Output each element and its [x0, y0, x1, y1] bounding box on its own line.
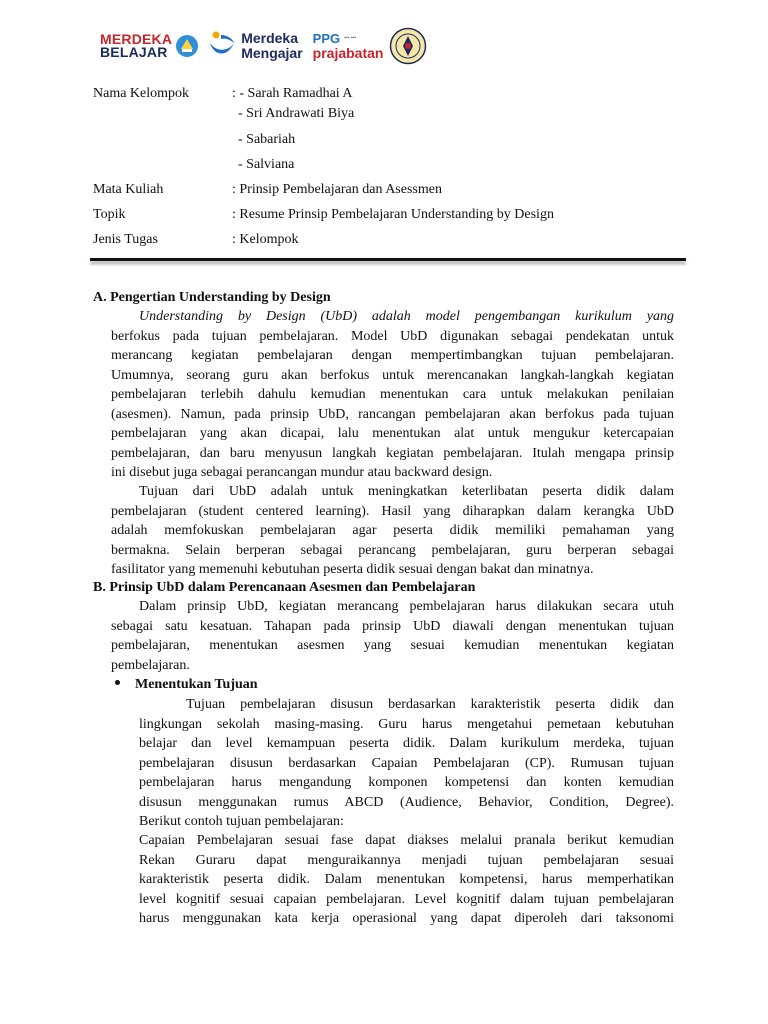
- logo-text: BELAJAR: [100, 44, 168, 60]
- paragraph-line: (asesmen). Namun, pada prinsip UbD, rancangan pembelajaran akan berfokus pada tujuan: [111, 406, 674, 422]
- paragraph-line: pembelajaran yang akan dicapai, lalu menentukan alat untuk mengukur ketercapaian: [111, 426, 674, 441]
- paragraph-line: karakteristik peserta didik. Dalam menentukan kompetensi, harus memperhatikan: [139, 872, 674, 887]
- paragraph-line: Rekan Guraru dapat menguraikannya menjadi tujuan pembelajaran sesuai: [139, 852, 674, 868]
- paragraph-line: pembelajaran disusun berdasarkan Capaian Pembelajaran (CP). Rumusan tujuan: [139, 755, 674, 771]
- paragraph-line: Tujuan dari UbD adalah untuk meningkatkan keterlibatan peserta didik dalam: [139, 484, 674, 499]
- paragraph-line: belajar dan level kemampuan peserta didik. Dalam kurikulum merdeka, tujuan: [139, 736, 674, 751]
- tut-wuri-icon: [175, 34, 199, 58]
- section-b-paragraph-1: [111, 597, 674, 675]
- paragraph-line: level kognitif sesuai capaian pembelajaran. Level kognitif dalam tujuan pembelajaran: [139, 891, 674, 907]
- topic-value: : Resume Prinsip Pembelajaran Understanding by Design: [232, 207, 554, 222]
- section-a-paragraph-2: [111, 482, 674, 580]
- section-b-paragraph-3: [139, 831, 674, 929]
- paragraph-line: Dalam prinsip UbD, kegiatan merancang pembelajaran harus dilakukan secara utuh: [139, 599, 674, 614]
- logo-text: Merdeka: [241, 30, 298, 46]
- section-a-heading: A. Pengertian Understanding by Design: [93, 290, 331, 305]
- ppg-logo: [313, 31, 384, 61]
- logo-text: Mengajar: [241, 45, 303, 61]
- paragraph-line: Tujuan pembelajaran disusun berdasarkan karakteristik peserta didik dan: [186, 697, 674, 712]
- paragraph-line: pembelajaran, dan baru menyusun langkah kegiatan pembelajaran. Itulah mengapa prinsip: [111, 445, 674, 461]
- course-label: Mata Kuliah: [93, 182, 164, 197]
- course-value: : Prinsip Pembelajaran dan Asessmen: [232, 182, 442, 197]
- group-label: Nama Kelompok: [93, 86, 190, 101]
- paragraph-line: pembelajaran.: [111, 657, 190, 673]
- ppg-fineprint: ▪▪▪ ▪▪▪: [344, 35, 357, 41]
- paragraph-line: disusun menggunakan rumus ABCD (Audience, Behavior, Condition, Degree).: [139, 794, 674, 810]
- group-member-4: - Salviana: [238, 157, 295, 172]
- logo-text: MERDEKA: [100, 31, 173, 47]
- paragraph-line: sebagai satu kesatuan. Tahapan pada prinsip UbD diawali dengan menentukan tujuan: [111, 618, 674, 634]
- paragraph-line: lingkungan sekolah masing-masing. Guru harus mengetahui pemetaan kebutuhan: [139, 716, 674, 732]
- merdeka-belajar-logo: [100, 33, 172, 59]
- paragraph-line: ini disebut juga sebagai perancangan mundur atau backward design.: [111, 465, 493, 480]
- bullet-label: Menentukan Tujuan: [135, 677, 258, 692]
- topic-label: Topik: [93, 207, 126, 222]
- logo-text: PPG: [312, 31, 341, 46]
- paragraph-line: bermakna. Selain berperan sebagai perancang pembelajaran, guru berperan sebagai: [111, 542, 674, 558]
- paragraph-line: Berikut contoh tujuan pembelajaran:: [139, 814, 344, 829]
- merdeka-mengajar-swirl-icon: [207, 29, 237, 63]
- group-member-2: - Sri Andrawati Biya: [238, 106, 355, 121]
- group-member-1: : - Sarah Ramadhai A: [232, 86, 353, 101]
- group-member-3: - Sabariah: [238, 132, 296, 147]
- paragraph-line: fasilitator yang memenuhi kebutuhan peserta didik sesuai dengan bakat dan minatnya.: [111, 562, 594, 577]
- university-seal-icon: [389, 27, 427, 65]
- paragraph-line-text: Understanding by Design (UbD) adalah model pengembangan kurikulum yang: [139, 309, 674, 324]
- logo-text: prajabatan: [312, 45, 384, 61]
- header-logos: [100, 24, 427, 68]
- paragraph-line: [111, 307, 674, 327]
- paragraph-line: merancang kegiatan pembelajaran dengan mempertimbangkan tujuan pembelajaran.: [111, 348, 674, 363]
- paragraph-line: pembelajaran harus mengandung komponen kompetensi dan konten kemudian: [139, 775, 674, 790]
- paragraph-line: pembelajaran, menentukan asesmen yang sesuai kemudian menentukan kegiatan: [111, 638, 674, 653]
- header-divider: [90, 258, 686, 261]
- bullet-dot-icon: [115, 680, 120, 685]
- section-b-paragraph-2: [139, 695, 674, 832]
- paragraph-line: pembelajaran terlebih dahulu kemudian menentukan cara untuk melakukan penilaian: [111, 387, 674, 402]
- section-b-heading: B. Prinsip UbD dalam Perencanaan Asesmen dan Pembelajaran: [93, 580, 476, 595]
- bullet-menentukan-tujuan: [115, 675, 258, 695]
- task-label: Jenis Tugas: [93, 232, 158, 247]
- paragraph-line: berfokus pada tujuan pembelajaran. Model UbD digunakan sebagai pendekatan untuk: [111, 328, 674, 344]
- paragraph-line: adalah memfokuskan pembelajaran agar peserta didik memiliki pemahaman yang: [111, 523, 674, 538]
- paragraph-line: Capaian Pembelajaran sesuai fase dapat diakses melalui pranala berikut kemudian: [139, 833, 674, 848]
- section-a-paragraph-1: [111, 307, 674, 483]
- paragraph-line: pembelajaran (student centered learning). Hasil yang diharapkan dalam kerangka UbD: [111, 503, 674, 519]
- task-value: : Kelompok: [232, 232, 299, 247]
- merdeka-mengajar-logo: [241, 31, 302, 61]
- paragraph-line: Umumnya, seorang guru akan berfokus untuk merencanakan langkah-langkah kegiatan: [111, 367, 674, 383]
- paragraph-line: harus menggunakan kata kerja operasional yang dapat diperoleh dari taksonomi: [139, 911, 674, 926]
